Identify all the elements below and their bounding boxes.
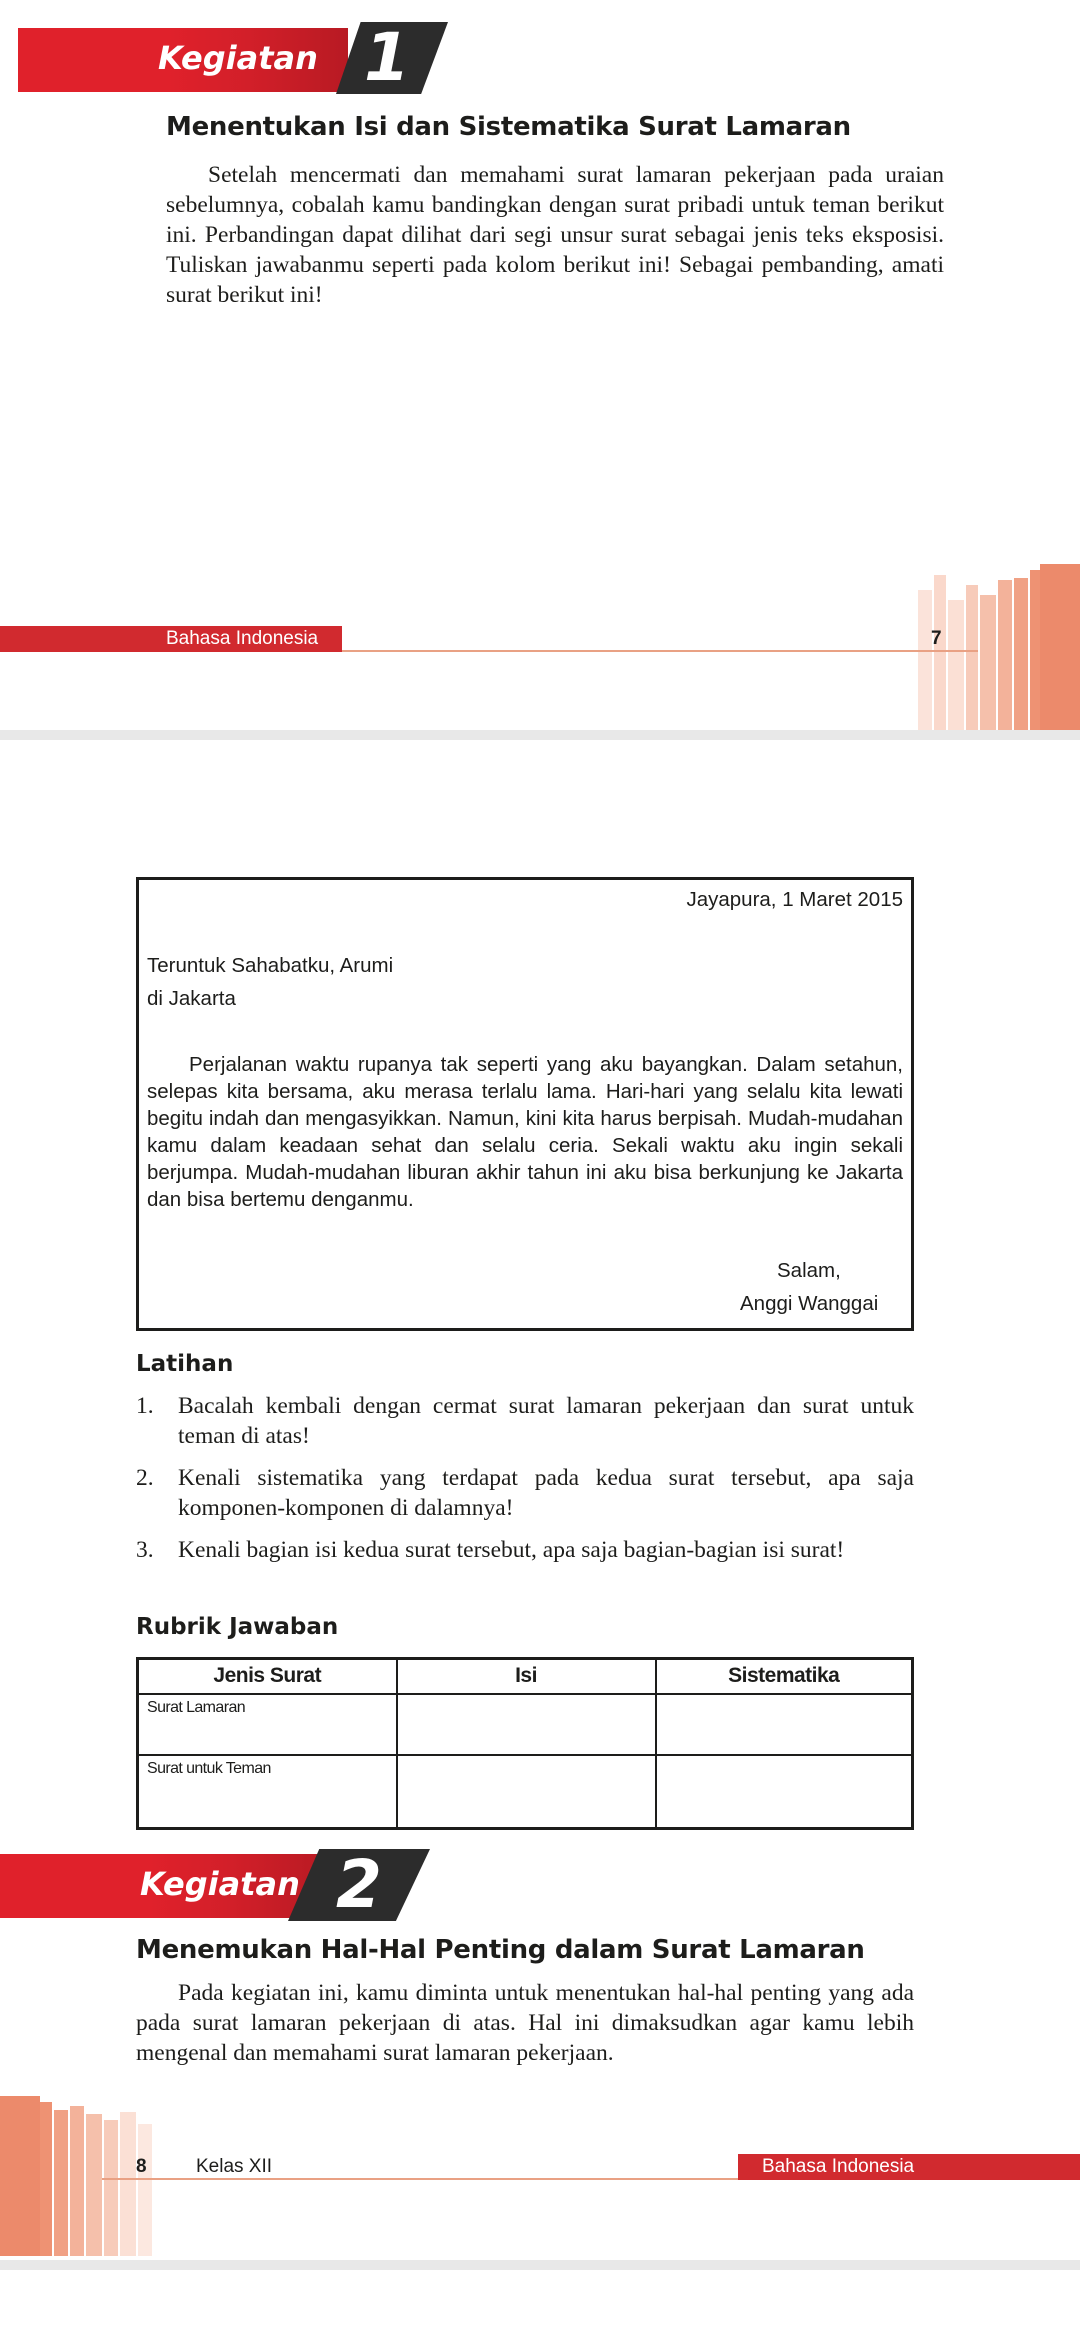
header-isi: Isi	[397, 1659, 656, 1694]
table-row	[138, 1694, 913, 1755]
page-title: Menentukan Isi dan Sistematika Surat Lamaran	[166, 112, 851, 142]
exercise-list	[136, 1391, 914, 1577]
table-cell: Surat untuk Teman	[138, 1755, 397, 1829]
intro-paragraph	[166, 160, 944, 310]
activity-paragraph	[136, 1978, 914, 2068]
rubric-title: Rubrik Jawaban	[136, 1614, 339, 1640]
list-item: 2. Kenali sistematika yang terdapat pada kedua surat tersebut, apa saja komponen-komponen di dalamnya!	[136, 1465, 914, 1521]
activity-label: Kegiatan	[140, 1865, 300, 1903]
header-jenis-surat: Jenis Surat	[138, 1659, 397, 1694]
page-number: 7	[931, 628, 942, 649]
footer-subject: Bahasa Indonesia	[762, 2156, 915, 2177]
letter-closing: Salam,	[777, 1259, 841, 1282]
exercise-title: Latihan	[136, 1351, 234, 1377]
list-item: 3. Kenali bagian isi kedua surat tersebut, apa saja bagian-bagian isi surat!	[136, 1537, 845, 1563]
activity-label: Kegiatan	[158, 39, 318, 77]
section-title: Menemukan Hal-Hal Penting dalam Surat Lamaran	[136, 1935, 865, 1965]
table-cell	[397, 1694, 656, 1755]
letter-body: Perjalanan waktu rupanya tak seperti yang aku bayangkan. Dalam setahun, selepas kita bersama, aku merasa terlalu lama. Hari-hari yang selalu kita lewati begitu indah dan mengasyikkan. Namun, kini kita harus berpisah. Mudah-mudahan kamu dalam keadaan sehat dan selalu ceria. Sekali waktu aku ingin sekali berjumpa. Mudah-mudahan liburan akhir tahun ini aku bisa berkunjung ke Jakarta dan bisa bertemu denganmu.	[147, 1053, 903, 1211]
intro-paragraph-text: Setelah mencermati dan memahami surat lamaran pekerjaan pada uraian sebelumnya, cobalah kamu bandingkan dengan surat pribadi untuk teman berikut ini. Perbandingan dapat dilihat dari segi unsur surat sebagai jenis teks eksposisi. Tuliskan jawabanmu seperti pada kolom berikut ini! Sebagai pembanding, amati surat berikut ini!	[166, 162, 944, 308]
letter-recipient: Teruntuk Sahabatku, Arumi	[147, 954, 394, 977]
letter-place-date: Jayapura, 1 Maret 2015	[686, 888, 903, 911]
page-separator	[0, 730, 1080, 740]
activity-paragraph-text: Pada kegiatan ini, kamu diminta untuk menentukan hal-hal penting yang ada pada surat lamaran pekerjaan di atas. Hal ini dimaksudkan agar kamu lebih mengenal dan memahami surat lamaran pekerjaan.	[136, 1980, 914, 2066]
table-row	[138, 1755, 913, 1829]
letter-sender: Anggi Wanggai	[740, 1292, 879, 1315]
table-cell	[656, 1755, 913, 1829]
table-header-row	[138, 1659, 913, 1694]
footer-subject: Bahasa Indonesia	[166, 628, 319, 649]
page-number: 8	[136, 2156, 147, 2177]
table-cell: Surat Lamaran	[138, 1694, 397, 1755]
page-separator	[0, 2260, 1080, 2270]
table-cell	[397, 1755, 656, 1829]
header-sistematika: Sistematika	[656, 1659, 913, 1694]
activity-number: 1	[364, 19, 410, 96]
letter-address: di Jakarta	[147, 987, 236, 1010]
rubric-table	[136, 1657, 914, 1830]
footer-class: Kelas XII	[196, 2156, 273, 2177]
letter-box	[136, 877, 914, 1331]
activity-number: 2	[336, 1846, 382, 1923]
list-item: 1. Bacalah kembali dengan cermat surat lamaran pekerjaan dan surat untuk teman di atas!	[136, 1393, 914, 1449]
table-cell	[656, 1694, 913, 1755]
